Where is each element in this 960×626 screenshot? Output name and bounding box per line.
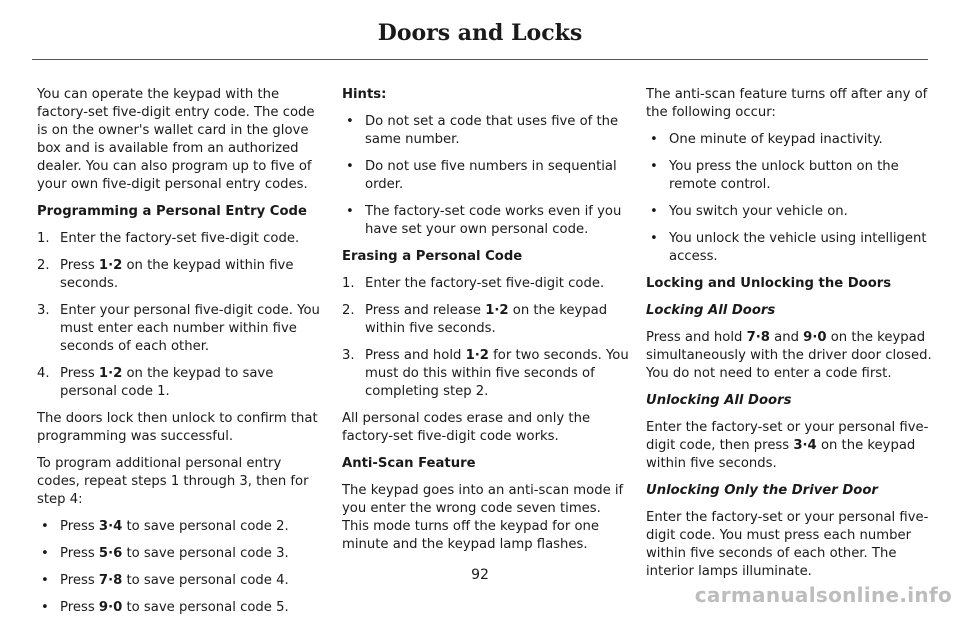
key-code: 1·2	[485, 303, 509, 318]
header-divider	[32, 59, 928, 60]
column-1	[37, 86, 325, 626]
antiscan-paragraph: The keypad goes into an anti-scan mode if you enter the wrong code seven times. This mode turns off the keypad for one minute and the keypad lamp flashes.	[342, 483, 624, 552]
additional-codes-paragraph: To program additional personal entry codes, repeat steps 1 through 3, then for step 4:	[37, 456, 309, 507]
watermark: carmanualsonline.info	[694, 583, 952, 607]
locking-all-paragraph: Press and hold 7·8 and 9·0 on the keypad simultaneously with the driver door closed. You do not need to enter a code first.	[646, 330, 932, 381]
save-code-3-item: • Press 5·6 to save personal code 3.	[41, 546, 289, 561]
hint-item: • Do not set a code that uses five of the same number.	[346, 114, 619, 147]
locking-heading: Locking and Unlocking the Doors	[646, 276, 892, 291]
page-number: 92	[471, 567, 489, 583]
antiscan-off-paragraph: The anti-scan feature turns off after any of the following occur:	[646, 87, 928, 120]
key-code: 1·2	[465, 348, 489, 363]
key-code: 7·8	[746, 330, 770, 345]
key-code: 3·4	[98, 519, 123, 534]
erase-step-1: 1. Enter the factory-set five-digit code.	[342, 276, 605, 291]
page-title: Doors and Locks	[377, 20, 583, 46]
save-code-4-item: • Press 7·8 to save personal code 4.	[41, 573, 289, 588]
key-code: 7·8	[98, 573, 123, 588]
programming-step-3: 3. Enter your personal five-digit code. You must enter each number within five seconds of each other.	[37, 303, 320, 354]
column-3	[646, 86, 934, 590]
antiscan-heading: Anti-Scan Feature	[342, 456, 476, 471]
erase-result-paragraph: All personal codes erase and only the factory-set five-digit code works.	[342, 411, 591, 444]
programming-step-2: 2. Press 1·2 on the keypad within five seconds.	[37, 258, 294, 291]
erase-step-2: 2. Press and release 1·2 on the keypad within five seconds.	[342, 303, 608, 336]
antiscan-condition-item: • You press the unlock button on the remote control.	[650, 159, 899, 192]
key-code: 1·2	[98, 366, 123, 381]
antiscan-condition-item: • You switch your vehicle on.	[650, 204, 848, 219]
key-code: 3·4	[793, 438, 817, 453]
unlocking-all-heading: Unlocking All Doors	[646, 393, 792, 408]
unlocking-driver-paragraph: Enter the factory-set or your personal five-digit code. You must press each number within five seconds of each other. The interior lamps illuminate.	[646, 510, 929, 579]
key-code: 9·0	[98, 600, 123, 615]
key-code: 9·0	[803, 330, 827, 345]
save-code-5-item: • Press 9·0 to save personal code 5.	[41, 600, 289, 615]
locking-all-heading: Locking All Doors	[646, 303, 776, 318]
key-code: 5·6	[98, 546, 123, 561]
erase-step-3: 3. Press and hold 1·2 for two seconds. You must do this within five seconds of completing step 2.	[342, 348, 629, 399]
save-code-2-item: • Press 3·4 to save personal code 2.	[41, 519, 289, 534]
antiscan-condition-item: • You unlock the vehicle using intelligent access.	[650, 231, 927, 264]
antiscan-condition-item: • One minute of keypad inactivity.	[650, 132, 883, 147]
programming-heading: Programming a Personal Entry Code	[37, 204, 307, 219]
programming-step-1: 1. Enter the factory-set five-digit code.	[37, 231, 300, 246]
hint-item: • Do not use five numbers in sequential order.	[346, 159, 617, 192]
unlocking-driver-heading: Unlocking Only the Driver Door	[646, 483, 878, 498]
erasing-heading: Erasing a Personal Code	[342, 249, 523, 264]
unlocking-all-paragraph: Enter the factory-set or your personal five-digit code, then press 3·4 on the keypad within five seconds.	[646, 420, 929, 471]
programming-step-4: 4. Press 1·2 on the keypad to save personal code 1.	[37, 366, 274, 399]
column-2	[342, 86, 630, 563]
confirm-paragraph: The doors lock then unlock to confirm that programming was successful.	[37, 411, 318, 444]
key-code: 1·2	[98, 258, 123, 273]
intro-paragraph: You can operate the keypad with the factory-set five-digit entry code. The code is on the owner's wallet card in the glove box and is available from an authorized dealer. You can also program up to five of your own five-digit personal entry codes.	[37, 87, 315, 192]
hint-item: • The factory-set code works even if you have set your own personal code.	[346, 204, 622, 237]
hints-heading: Hints:	[342, 87, 387, 102]
